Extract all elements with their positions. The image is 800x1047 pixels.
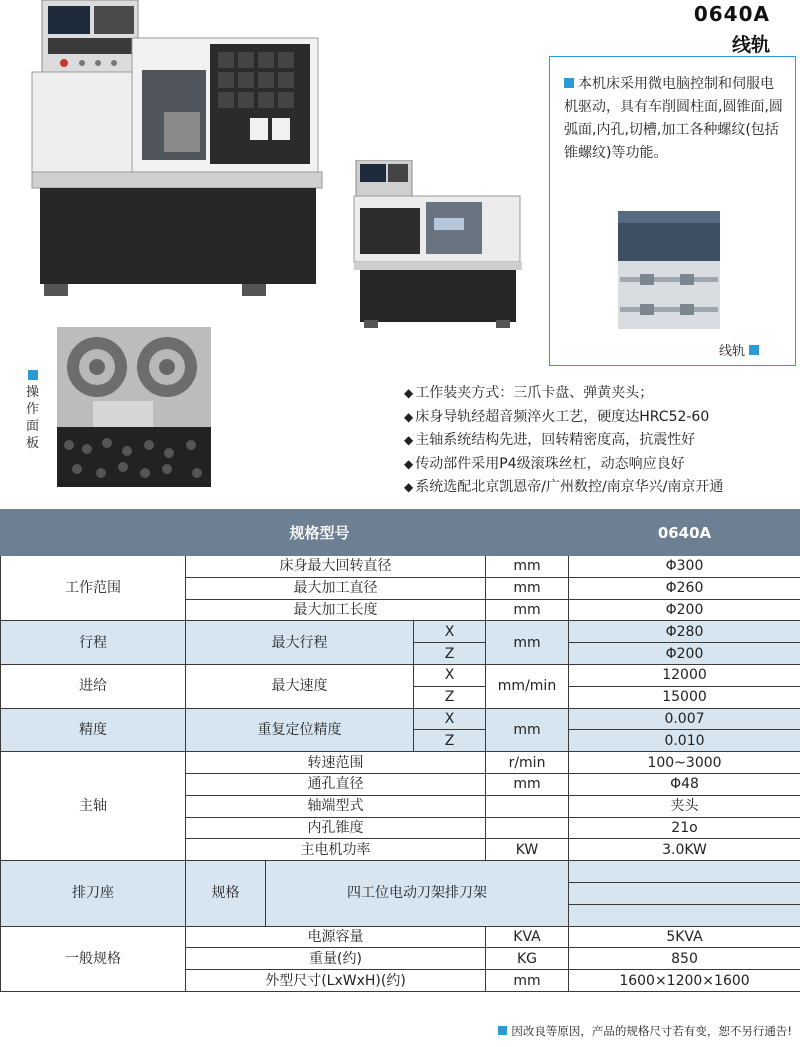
- table-row: 最大加工直径 mm Φ260: [1, 577, 800, 599]
- table-row: 内孔锥度 21o: [1, 817, 800, 839]
- bullet-item: ◆ 系统选配北京凯恩帝/广州数控/南京华兴/南京开通: [404, 476, 723, 500]
- panel-label: 操作面板: [26, 370, 44, 452]
- table-row: Z Φ200: [1, 643, 800, 665]
- table-row: Z 15000: [1, 686, 800, 708]
- model-subtitle: 线轨: [731, 34, 770, 56]
- table-row: 工作范围 床身最大回转直径 mm Φ300: [1, 556, 800, 578]
- table-row: 排刀座 规格 四工位电动刀架排刀架: [1, 861, 800, 883]
- blue-square-icon: [498, 1026, 507, 1035]
- category-cell: 精度: [1, 708, 186, 752]
- feature-description: 本机床采用微电脑控制和伺服电机驱动，具有车削圆柱面,圆锥面,圆弧面,内孔,切槽,加工各种螺纹(包括锥螺纹)等功能。: [564, 76, 783, 161]
- table-row: 外型尺寸(LxWxH)(约) mm 1600×1200×1600: [1, 970, 800, 992]
- bullet-item: ◆ 传动部件采用P4级滚珠丝杠，动态响应良好: [404, 453, 723, 477]
- table-row: 进给 最大速度 X mm/min 12000: [1, 664, 800, 686]
- blue-square-icon: [28, 370, 38, 380]
- linear-rail-image: [618, 211, 720, 329]
- spec-table: [0, 509, 800, 992]
- table-row: 主电机功率 KW 3.0KW: [1, 839, 800, 861]
- cnc-lathe-small-image: [346, 160, 531, 330]
- model-title: 0640A: [693, 2, 770, 26]
- table-row: 轴端型式 夹头: [1, 795, 800, 817]
- table-row: Z 0.010: [1, 730, 800, 752]
- bullet-item: ◆ 工作装夹方式：三爪卡盘、弹黄夹头；: [404, 382, 723, 406]
- blue-square-icon: [564, 78, 574, 88]
- category-cell: 排刀座: [1, 861, 186, 926]
- category-cell: 工作范围: [1, 556, 186, 621]
- table-row: 通孔直径 mm Φ48: [1, 773, 800, 795]
- chuck-photo: [57, 327, 211, 487]
- bullet-item: ◆ 床身导轨经超音频淬火工艺，硬度达HRC52-60: [404, 406, 723, 430]
- rail-caption: 线轨: [719, 340, 759, 359]
- header-spec-label: 规格型号: [1, 510, 569, 556]
- cnc-lathe-image: [14, 0, 334, 300]
- table-row: 精度 重复定位精度 X mm 0.007: [1, 708, 800, 730]
- category-cell: 一般规格: [1, 926, 186, 991]
- table-row: 最大加工长度 mm Φ200: [1, 599, 800, 621]
- category-cell: 行程: [1, 621, 186, 665]
- table-row: 重量(约) KG 850: [1, 948, 800, 970]
- category-cell: 主轴: [1, 752, 186, 861]
- header-model-value: 0640A: [569, 510, 800, 556]
- feature-bullets: [404, 382, 723, 500]
- footnote: 因改良等原因，产品的规格尺寸若有变，恕不另行通告!: [498, 1023, 792, 1039]
- table-row: 行程 最大行程 X mm Φ280: [1, 621, 800, 643]
- table-header-row: [1, 510, 800, 556]
- feature-box: [549, 56, 796, 366]
- category-cell: 进给: [1, 664, 186, 708]
- table-row: 主轴 转速范围 r/min 100~3000: [1, 752, 800, 774]
- table-row: 一般规格 电源容量 KVA 5KVA: [1, 926, 800, 948]
- bullet-item: ◆ 主轴系统结构先进，回转精密度高，抗震性好: [404, 429, 723, 453]
- blue-square-icon: [749, 345, 759, 355]
